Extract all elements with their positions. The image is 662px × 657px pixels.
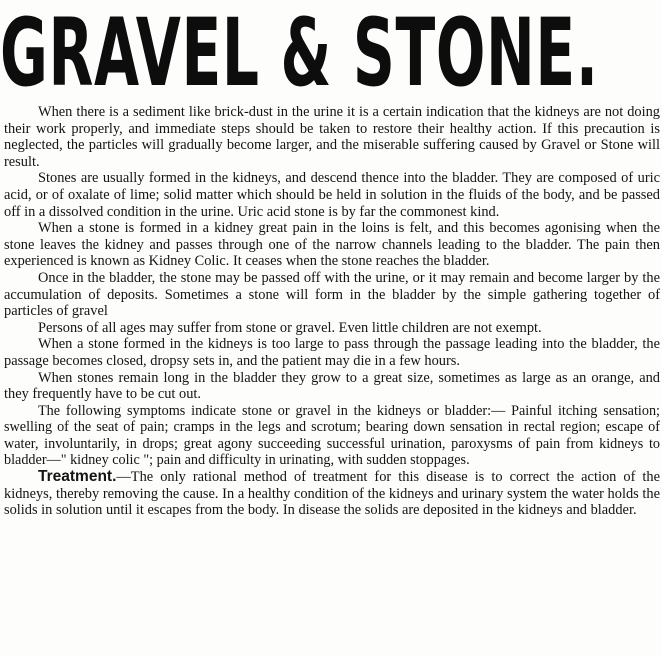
treatment-text: —The only rational method of treatment for this disease is to correct the action of the kidneys, thereby removing the cause. In a healthy condition of the kidneys and urinary system the water holds the solids in solution until it escapes from the body. In disease the solids are deposited in the kidneys and bladder. [4, 469, 660, 519]
paragraph-symptoms: The following symptoms indicate stone or gravel in the kidneys or bladder:— Painful itching sensation; swelling of the seat of pain; cramps in the legs and scrotum; bearing down sensation in rectal region; escape of water, involuntarily, in drops; great agony succeeding successful urination, paroxysms of pain from kidneys to bladder—" kidney colic "; pain and difficulty in urinating, with sudden stoppages. [4, 402, 660, 469]
paragraph-in-bladder: Once in the bladder, the stone may be passed off with the urine, or it may remain and become larger by the accumulation of deposits. Sometimes a stone will form in the bladder by the simple gathering together of particles of gravel [4, 269, 660, 320]
paragraph-kidney-colic: When a stone is formed in a kidney great pain in the loins is felt, and this becomes agonising when the stone leaves the kidney and passes through one of the narrow channels leading to the bladder. The pain then experienced is known as Kidney Colic. It ceases when the stone reaches the bladder. [4, 220, 660, 270]
paragraph-sediment: When there is a sediment like brick-dust in the urine it is a certain indication that the kidneys are not doing their work properly, and immediate steps should be taken to restore their healthy action. If this precaution is neglected, the particles will gradually become larger, and the miserable suffering caused by Gravel or Stone will result. [4, 104, 660, 170]
treatment-label: Treatment. [38, 468, 117, 486]
paragraph-formation: Stones are usually formed in the kidneys, and descend thence into the bladder. They are composed of uric acid, or of oxalate of lime; solid matter which should be held in solution in the fluids of the body, and be passed off in a dissolved condition in the urine. Uric acid stone is by far the commonest kind. [4, 170, 660, 220]
paragraph-all-ages: Persons of all ages may suffer from stone or gravel. Even little children are not exempt. [38, 319, 542, 336]
paragraph-great-size: When stones remain long in the bladder they grow to a great size, sometimes as large as an orange, and they frequently have to be cut out. [4, 369, 660, 403]
paragraph-treatment [4, 469, 660, 519]
article-body [4, 104, 660, 519]
paragraph-passage-closed: When a stone formed in the kidneys is too large to pass through the passage leading into the bladder, the passage becomes closed, dropsy sets in, and the patient may die in a few hours. [4, 336, 660, 369]
headline: GRAVEL & STONE. [0, 0, 599, 108]
